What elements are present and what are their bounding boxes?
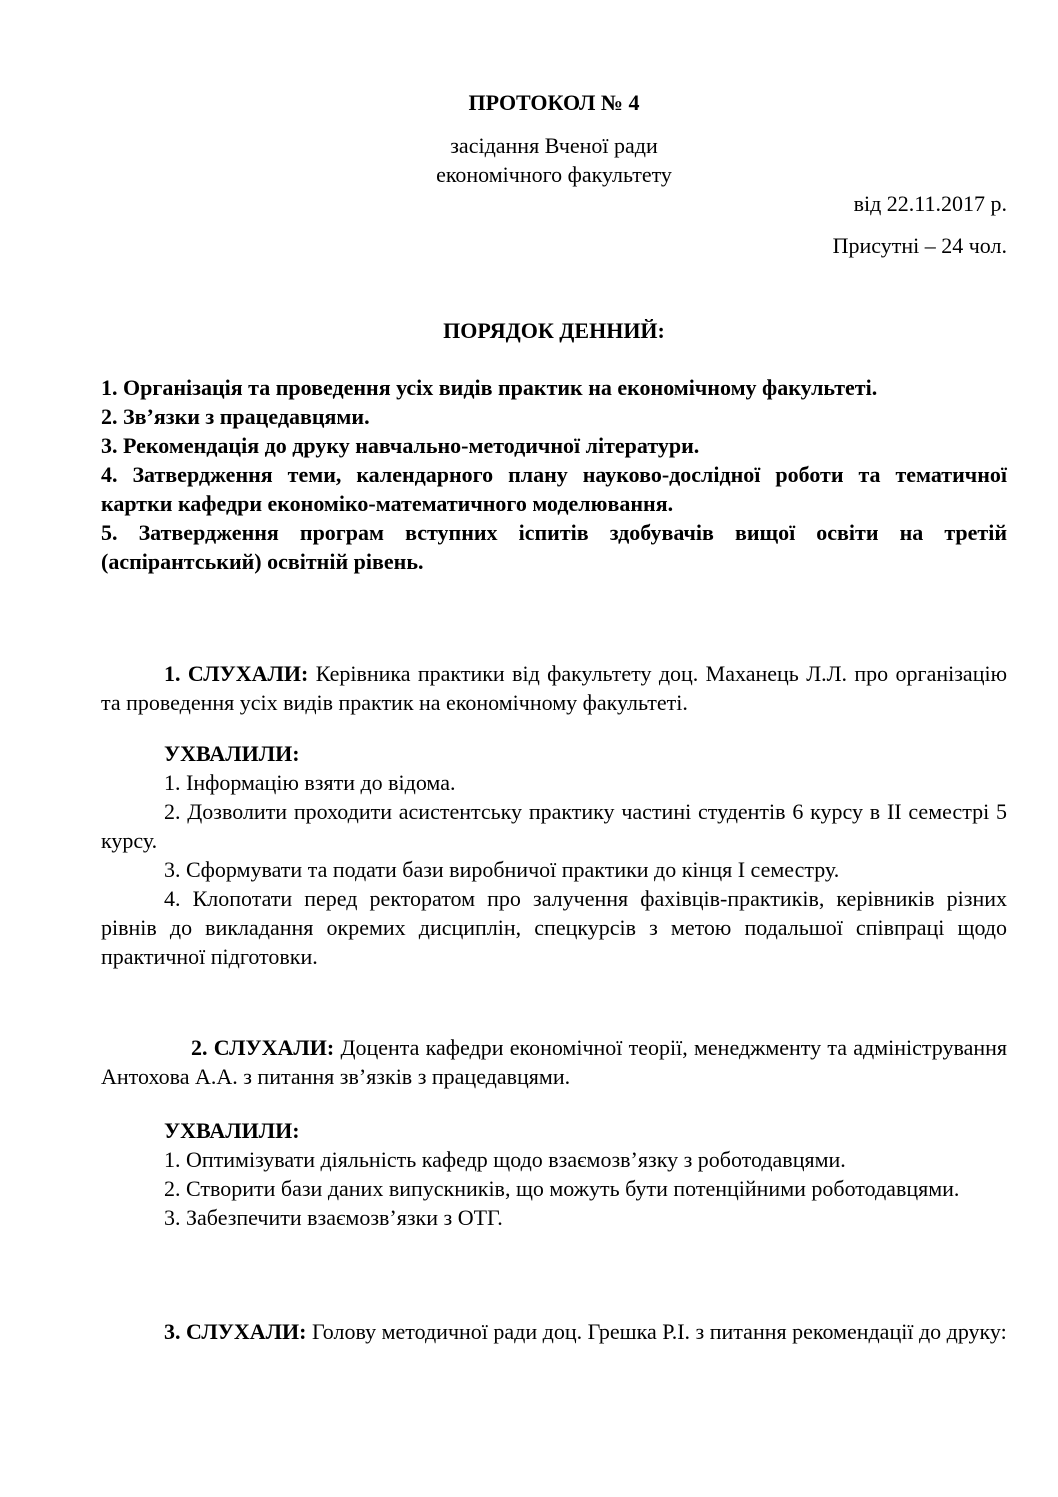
agenda-item: 5. Затвердження програм вступних іспитів здобувачів вищої освіти на третій (аспірантський) освітній рівень. (101, 520, 1007, 574)
heard-label: 2. СЛУХАЛИ: (191, 1035, 335, 1060)
section-2 (101, 1033, 1007, 1091)
protocol-date: від 22.11.2017 р. (853, 191, 1007, 216)
resolved-label: УХВАЛИЛИ: (164, 1118, 300, 1143)
section-2-resolution (101, 1116, 1007, 1232)
agenda-item: 2. Зв’язки з працедавцями. (101, 404, 370, 429)
subtitle-line-1: засідання Вченої ради (450, 133, 658, 158)
section-2-heard (101, 1033, 1007, 1091)
resolution-item: 4. Клопотати перед ректоратом про залучення фахівців-практиків, керівників різних рівнів до викладання окремих дисциплін, спецкурсів з метою подальшої співпраці щодо практичної підготовки. (101, 886, 1007, 969)
resolution-item: 1. Оптимізувати діяльність кафедр щодо взаємозв’язку з роботодавцями. (164, 1147, 846, 1172)
resolved-label: УХВАЛИЛИ: (164, 741, 300, 766)
resolution-item: 3. Сформувати та подати бази виробничої практики до кінця І семестру. (164, 857, 840, 882)
heard-label: 1. СЛУХАЛИ: (164, 661, 309, 686)
section-1-heard (101, 659, 1007, 717)
heard-text: Голову методичної ради доц. Грешка Р.І. з питання рекомендації до друку: (306, 1319, 1007, 1344)
resolution-item: 2. Дозволити проходити асистентську практику частині студентів 6 курсу в ІІ семестрі 5 курсу. (101, 799, 1007, 853)
agenda-item: 3. Рекомендація до друку навчально-методичної літератури. (101, 433, 700, 458)
section-1 (101, 659, 1007, 717)
heard-text: Керівника практики від факультету доц. Маханець Л.Л. про організацію та проведення усіх видів практик на економічному факультеті. (101, 661, 1008, 715)
agenda-list (101, 373, 1007, 576)
heard-text: Доцента кафедри економічної теорії, менеджменту та адміністрування Антохова А.А. з питання зв’язків з працедавцями. (101, 1035, 1007, 1089)
section-3-heard (101, 1317, 1007, 1346)
section-3 (101, 1317, 1007, 1346)
agenda-item: 4. Затвердження теми, календарного плану науково-дослідної роботи та тематичної картки кафедри економіко-математичного моделювання. (101, 462, 1007, 516)
agenda-heading: ПОРЯДОК ДЕННИЙ: (443, 318, 665, 343)
section-1-resolution (101, 739, 1007, 971)
resolution-item: 2. Створити бази даних випускників, що можуть бути потенційними роботодавцями. (164, 1176, 960, 1201)
subtitle-line-2: економічного факультету (436, 162, 672, 187)
attendance-count: Присутні – 24 чол. (832, 233, 1007, 258)
heard-label: 3. СЛУХАЛИ: (164, 1319, 307, 1344)
resolution-item: 3. Забезпечити взаємозв’язки з ОТГ. (164, 1205, 503, 1230)
agenda-item: 1. Організація та проведення усіх видів практик на економічному факультеті. (101, 375, 878, 400)
protocol-title: ПРОТОКОЛ № 4 (468, 90, 640, 115)
resolution-item: 1. Інформацію взяти до відома. (164, 770, 456, 795)
